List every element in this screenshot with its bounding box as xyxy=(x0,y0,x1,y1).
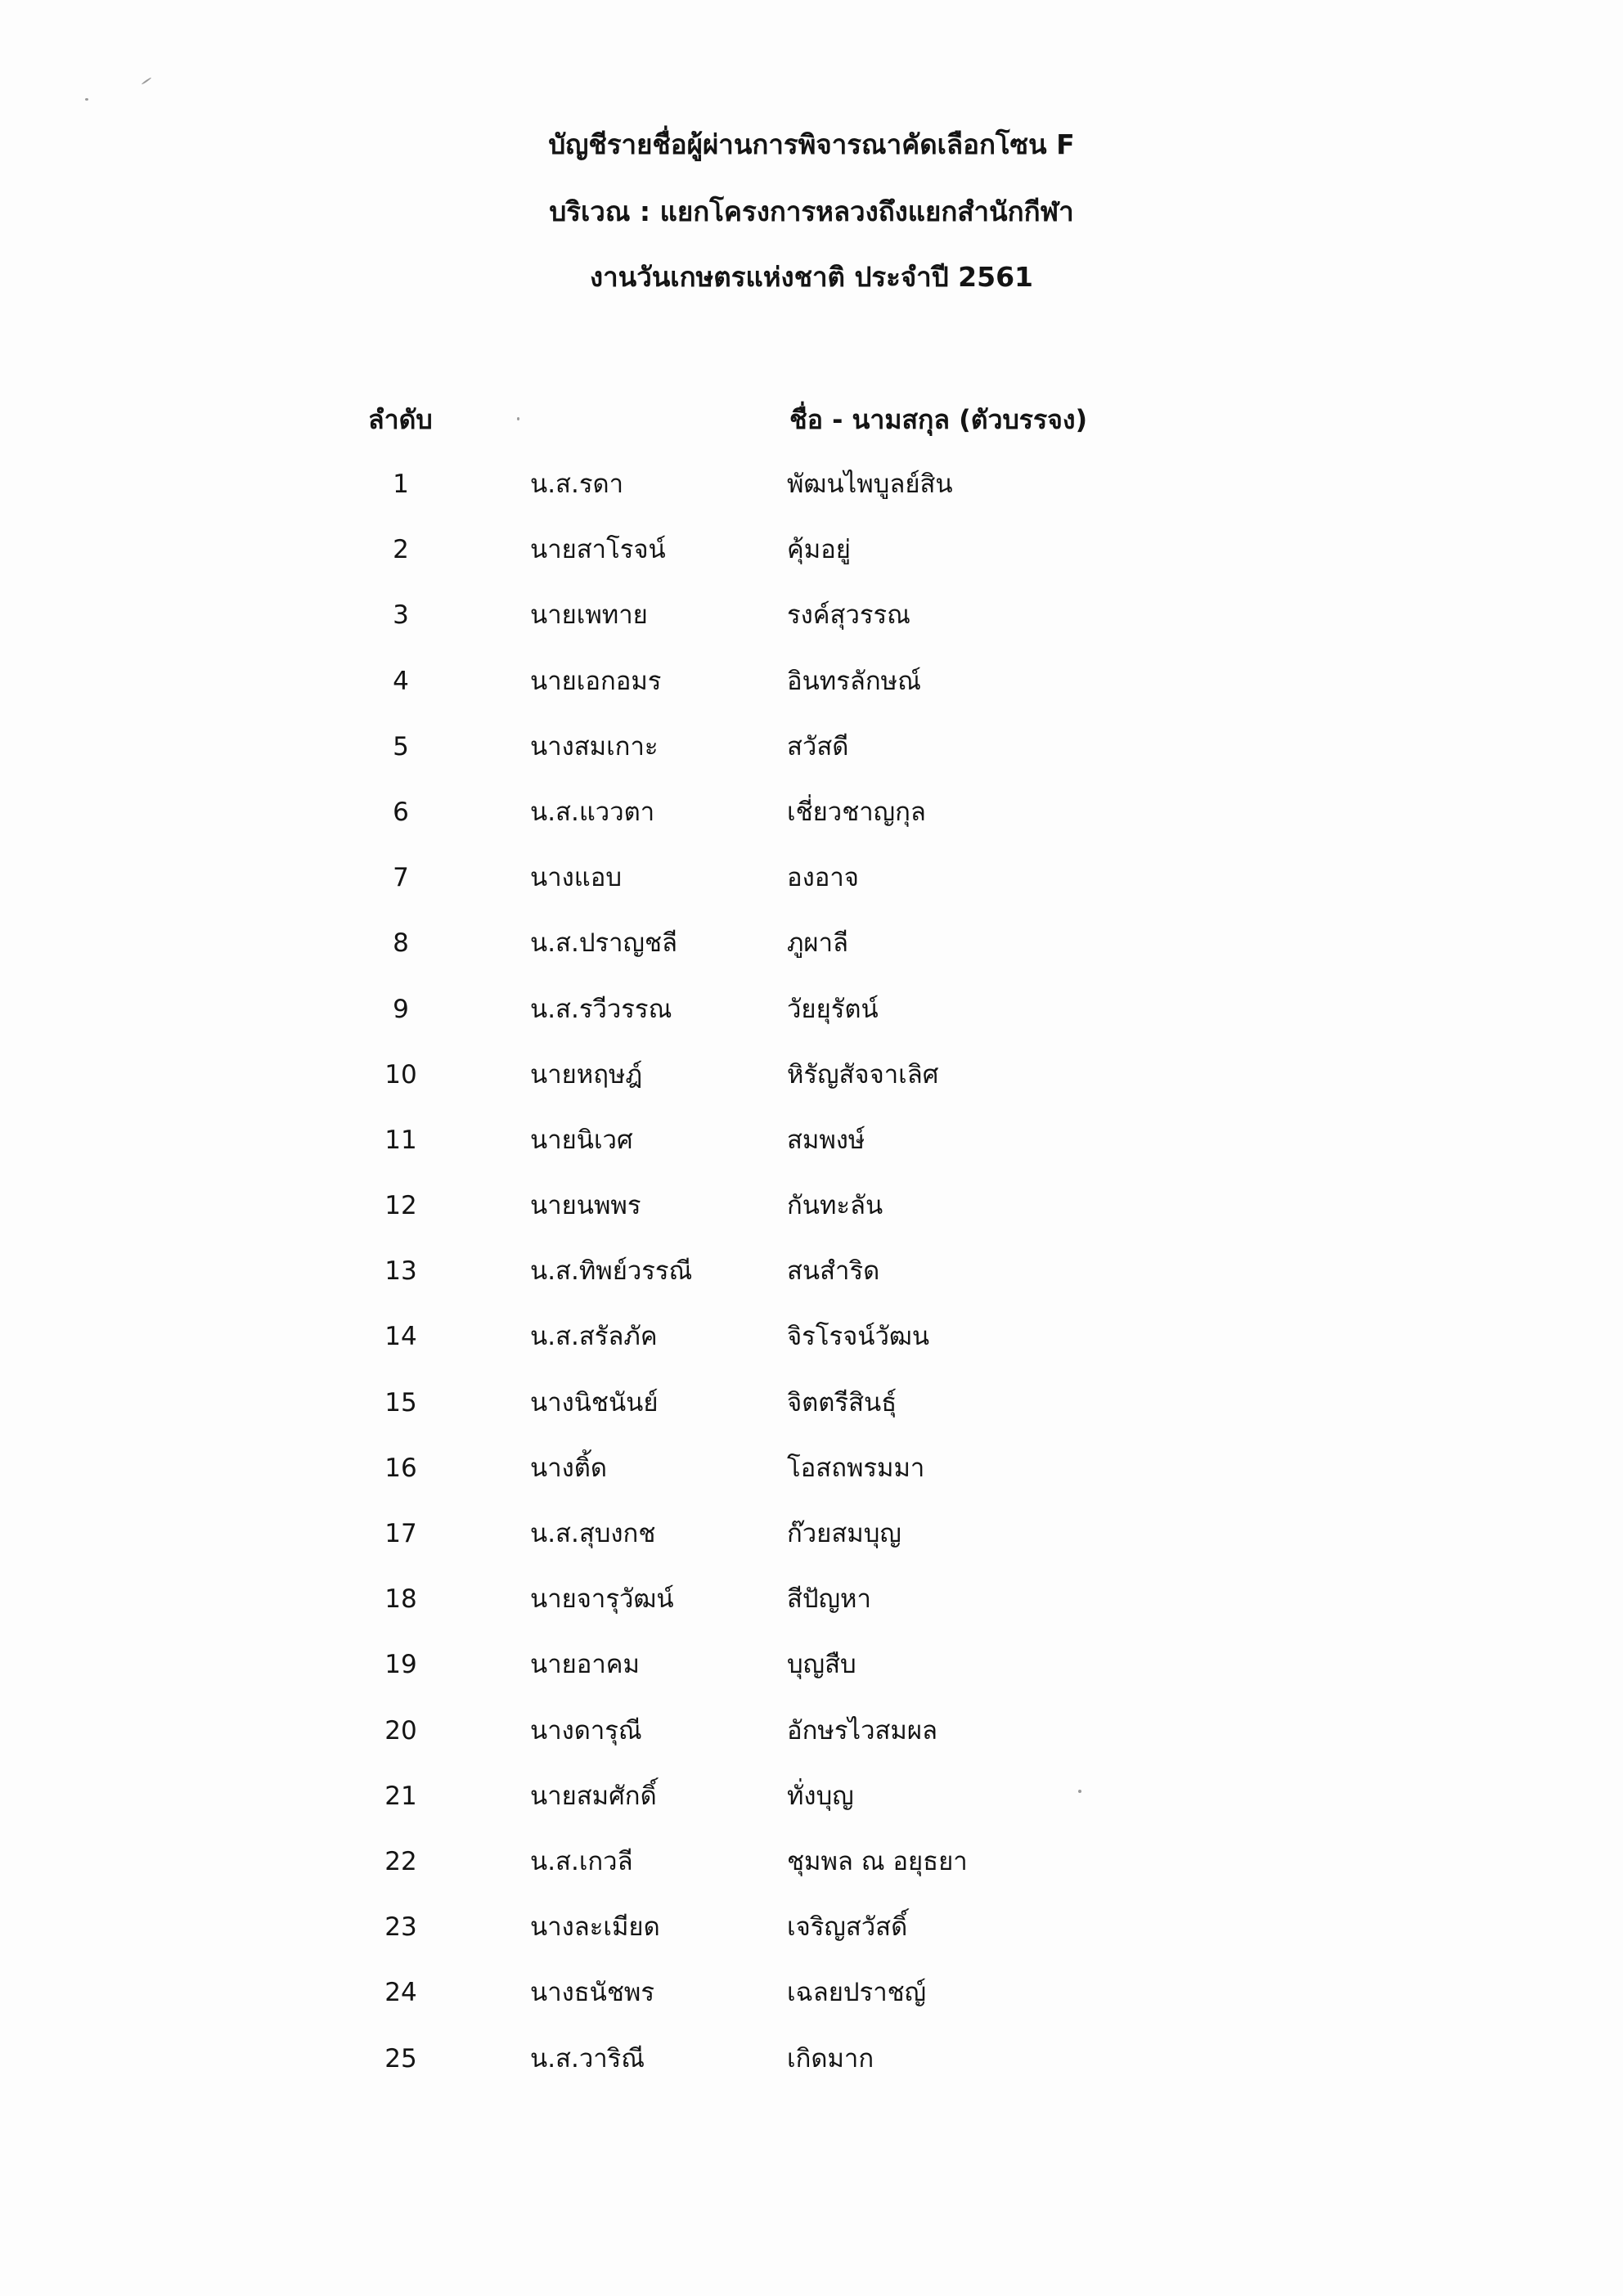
first-name: น.ส.รวีวรรณ xyxy=(530,994,672,1024)
first-name: น.ส.รดา xyxy=(530,470,624,499)
row-number: 2 xyxy=(393,535,409,565)
table-row xyxy=(0,662,1623,727)
first-name: น.ส.แววตา xyxy=(530,797,655,827)
row-number: 25 xyxy=(384,2043,417,2074)
first-name: น.ส.ทิพย์วรรณี xyxy=(530,1256,693,1287)
table-row xyxy=(0,1186,1623,1251)
table-row xyxy=(0,1251,1623,1317)
last-name: คุ้มอยู่ xyxy=(787,535,851,565)
last-name: โอสถพรมมา xyxy=(787,1453,925,1483)
row-number: 24 xyxy=(384,1978,417,2008)
row-number: 8 xyxy=(393,928,409,959)
first-name: นายเอกอมร xyxy=(530,666,662,696)
last-name: จิรโรจน์วัฒน xyxy=(787,1322,930,1352)
first-name: น.ส.สรัลภัค xyxy=(530,1322,658,1352)
row-number: 6 xyxy=(393,797,409,827)
table-row xyxy=(0,1973,1623,2038)
last-name: สีปัญหา xyxy=(787,1584,871,1615)
last-name: เฉลยปราชญ์ xyxy=(787,1978,927,2008)
table-row xyxy=(0,1907,1623,1973)
first-name: นางสมเกาะ xyxy=(530,731,659,762)
last-name: บุญสืบ xyxy=(787,1650,856,1680)
row-number: 11 xyxy=(384,1125,417,1155)
table-row xyxy=(0,1579,1623,1645)
last-name: พัฒนไพบูลย์สิน xyxy=(787,470,953,499)
name-list xyxy=(0,465,1623,2105)
first-name: น.ส.เกวลี xyxy=(530,1846,633,1876)
row-number: 22 xyxy=(384,1846,417,1876)
row-number: 3 xyxy=(393,600,409,631)
last-name: ทั่งบุญ xyxy=(787,1781,854,1811)
table-row xyxy=(0,1842,1623,1907)
first-name: น.ส.ปราญชลี xyxy=(530,928,678,959)
row-number: 15 xyxy=(384,1387,417,1418)
table-row xyxy=(0,2039,1623,2105)
table-row xyxy=(0,727,1623,793)
first-name: นายอาคม xyxy=(530,1650,640,1680)
table-row xyxy=(0,530,1623,595)
table-row xyxy=(0,990,1623,1055)
table-row xyxy=(0,1383,1623,1449)
table-row xyxy=(0,1514,1623,1579)
first-name: นายเพทาย xyxy=(530,600,648,631)
last-name: กันทะลัน xyxy=(787,1191,883,1221)
last-name: หิรัญสัจจาเลิศ xyxy=(787,1059,939,1090)
row-number: 4 xyxy=(393,666,409,696)
last-name: สมพงษ์ xyxy=(787,1125,865,1155)
first-name: นางแอบ xyxy=(530,863,623,893)
table-row xyxy=(0,1121,1623,1186)
scan-speck xyxy=(142,77,152,85)
scan-speck xyxy=(85,98,88,101)
first-name: นางดารุณี xyxy=(530,1715,642,1746)
row-number: 20 xyxy=(384,1715,417,1746)
document-location: บริเวณ : แยกโครงการหลวงถึงแยกสำนักกีฬา xyxy=(549,195,1074,227)
row-number: 9 xyxy=(393,994,409,1024)
scan-speck xyxy=(517,417,519,420)
table-row xyxy=(0,1449,1623,1514)
first-name: นางละเมียด xyxy=(530,1912,660,1943)
last-name: ชุมพล ณ อยุธยา xyxy=(787,1846,968,1876)
row-number: 23 xyxy=(384,1912,417,1943)
first-name: น.ส.สุบงกช xyxy=(530,1519,656,1548)
row-number: 18 xyxy=(384,1584,417,1615)
first-name: น.ส.วาริณี xyxy=(530,2043,645,2074)
row-number: 19 xyxy=(384,1650,417,1680)
first-name: นายหฤษฎ์ xyxy=(530,1059,643,1090)
document-event: งานวันเกษตรแห่งชาติ ประจำปี 2561 xyxy=(590,261,1033,293)
row-number: 1 xyxy=(393,470,409,499)
table-row xyxy=(0,793,1623,858)
last-name: ภูผาลี xyxy=(787,928,849,959)
column-header-order: ลำดับ xyxy=(368,404,433,435)
last-name: อินทรลักษณ์ xyxy=(787,666,921,696)
last-name: เจริญสวัสดิ์ xyxy=(787,1912,908,1943)
first-name: นายจารุวัฒน์ xyxy=(530,1584,674,1615)
table-row xyxy=(0,465,1623,530)
table-row xyxy=(0,1645,1623,1710)
row-number: 10 xyxy=(384,1059,417,1090)
row-number: 13 xyxy=(384,1256,417,1287)
table-row xyxy=(0,858,1623,923)
last-name: จิตตรีสินธุ์ xyxy=(787,1387,897,1418)
last-name: เกิดมาก xyxy=(787,2043,874,2074)
table-row xyxy=(0,1055,1623,1121)
first-name: นายสาโรจน์ xyxy=(530,535,666,565)
row-number: 14 xyxy=(384,1322,417,1352)
table-row xyxy=(0,595,1623,661)
last-name: วัยยุรัตน์ xyxy=(787,994,879,1024)
row-number: 5 xyxy=(393,731,409,762)
last-name: รงค์สุวรรณ xyxy=(787,600,910,631)
row-number: 21 xyxy=(384,1781,417,1811)
row-number: 17 xyxy=(384,1519,417,1548)
first-name: นางติ้ด xyxy=(530,1453,607,1483)
first-name: นายสมศักดิ์ xyxy=(530,1781,657,1811)
row-number: 16 xyxy=(384,1453,417,1483)
last-name: สวัสดี xyxy=(787,731,849,762)
last-name: องอาจ xyxy=(787,863,859,893)
row-number: 12 xyxy=(384,1191,417,1221)
last-name: ก๊วยสมบุญ xyxy=(787,1519,901,1548)
row-number: 7 xyxy=(393,863,409,893)
last-name: อักษรไวสมผล xyxy=(787,1715,937,1746)
table-row xyxy=(0,1711,1623,1777)
table-row xyxy=(0,1317,1623,1382)
first-name: นายนพพร xyxy=(530,1191,641,1221)
table-row xyxy=(0,923,1623,989)
table-row xyxy=(0,1777,1623,1842)
document-title: บัญชีรายชื่อผู้ผ่านการพิจารณาคัดเลือกโซน F xyxy=(548,128,1075,160)
column-header-name: ชื่อ - นามสกุล (ตัวบรรจง) xyxy=(789,404,1088,435)
last-name: สนสำริด xyxy=(787,1256,880,1287)
first-name: นางนิชนันย์ xyxy=(530,1387,659,1418)
last-name: เชี่ยวชาญกุล xyxy=(787,797,926,827)
first-name: นายนิเวศ xyxy=(530,1125,633,1155)
first-name: นางธนัชพร xyxy=(530,1978,654,2008)
